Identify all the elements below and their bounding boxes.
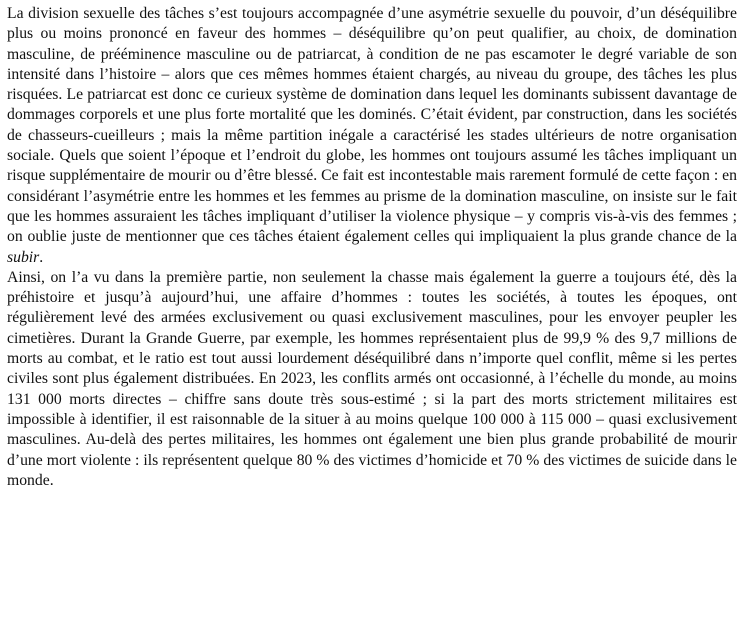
paragraph-1-text: La division sexuelle des tâches s’est toujours accompagnée d’une asymétrie sexuelle du pouvoir, d’un déséquilibre plus ou moins prononcé en faveur des hommes – déséquilibre qu’on peut qualifier, au choix, de domination masculine, de prééminence masculine ou de patriarcat, à condition de ne pas escamoter le degré variable de son intensité dans l’histoire – alors que ces mêmes hommes étaient chargés, au niveau du groupe, des tâches les plus risquées. Le patriarcat est donc ce curieux système de domination dans lequel les dominants subissent davantage de dommages corporels et une plus forte mortalité que les dominés. C’était évident, par construction, dans les sociétés de chasseurs-cueilleurs ; mais la même partition inégale a caractérisé les stades ultérieurs de notre organisation sociale. Quels que soient l’époque et l’endroit du globe, les hommes ont toujours assumé les tâches impliquant un risque supplémentaire de mourir ou d’être blessé. Ce fait est incontestable mais rarement formulé de cette façon : en considérant l’asymétrie entre les hommes et les femmes au prisme de la domination masculine, on insiste sur le fait que les hommes assuraient les tâches impliquant d’utiliser la violence physique – y compris vis-à-vis des femmes ; on oublie juste de mentionner que ces tâches étaient également celles qui impliquaient la plus grande chance de la — [7, 5, 737, 246]
paragraph-1-end: . — [39, 248, 44, 266]
paragraph-guerre — [7, 268, 737, 491]
paragraph-patriarcat — [7, 4, 737, 268]
paragraph-2-text: Ainsi, on l’a vu dans la première partie, non seulement la chasse mais également la guerre a toujours été, dès la préhistoire et jusqu’à aujourd’hui, une affaire d’hommes : toutes les sociétés, à toutes les époques, ont régulièrement levé des armées exclusivement ou quasi exclusivement masculines, pour les envoyer peupler les cimetières. Durant la Grande Guerre, par exemple, les hommes représentaient plus de 99,9 % des 9,7 millions de morts au combat, et le ratio est tout aussi lourdement déséquilibré dans n’importe quel conflit, même si les pertes civiles sont plus également distribuées. En 2023, les conflits armés ont occasionné, à l’échelle du monde, au moins 131 000 morts directes – chiffre sans doute très sous-estimé ; si la part des morts strictement militaires est impossible à identifier, il est raisonnable de la situer à au moins quelque 100 000 à 115 000 – quasi exclusivement masculines. Au-delà des pertes militaires, les hommes ont également une bien plus grande probabilité de mourir d’une mort violente : ils représentent quelque 80 % des victimes d’homicide et 70 % des victimes de suicide dans le monde. — [7, 268, 737, 489]
paragraph-1-emphasis: subir — [7, 248, 40, 266]
